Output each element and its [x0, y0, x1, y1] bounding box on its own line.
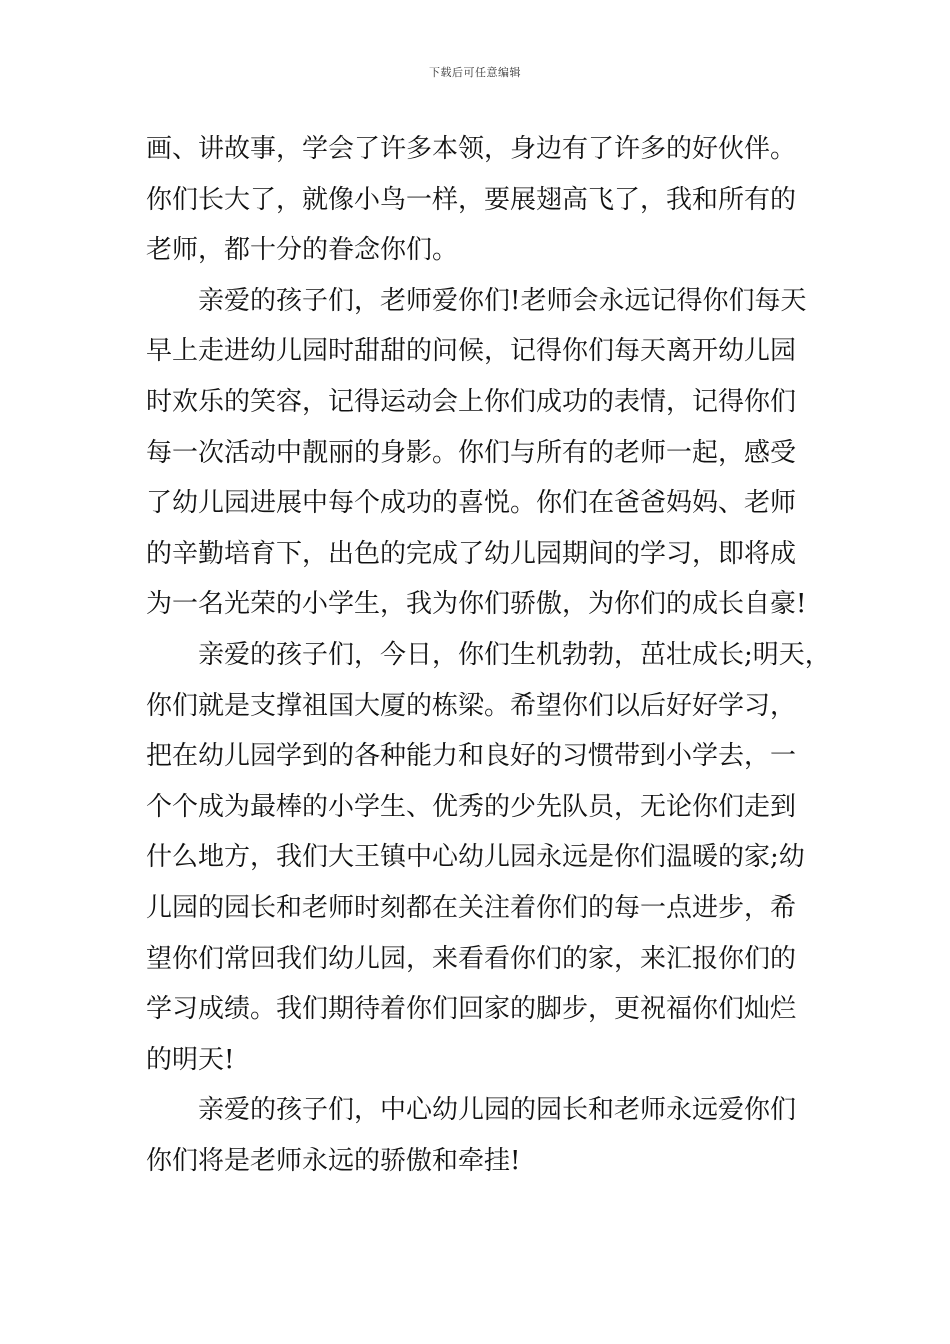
text-line: 早上走进幼儿园时甜甜的问候，记得你们每天离开幼儿园	[146, 336, 797, 367]
text-line: 个个成为最棒的小学生、优秀的少先队员，无论你们走到	[146, 791, 797, 822]
text-line: 每一次活动中靓丽的身影。你们与所有的老师一起，感受	[146, 437, 797, 468]
text-line: 亲爱的孩子们，老师爱你们!老师会永远记得你们每天	[198, 285, 807, 316]
text-line: 你们长大了，就像小鸟一样，要展翅高飞了，我和所有的	[146, 184, 797, 215]
text-line: 亲爱的孩子们，中心幼儿园的园长和老师永远爱你们	[198, 1095, 797, 1126]
document-body	[146, 124, 831, 1186]
text-line: 望你们常回我们幼儿园，来看看你们的家，来汇报你们的	[146, 943, 797, 974]
text-line: 把在幼儿园学到的各种能力和良好的习惯带到小学去，一	[146, 741, 797, 772]
text-line: 你们就是支撑祖国大厦的栋梁。希望你们以后好好学习，	[146, 690, 797, 721]
text-line: 你们将是老师永远的骄傲和牵挂!	[146, 1145, 521, 1176]
page-header: 下载后可任意编辑	[429, 66, 521, 79]
text-line: 学习成绩。我们期待着你们回家的脚步，更祝福你们灿烂	[146, 994, 797, 1025]
text-line: 画、讲故事，学会了许多本领，身边有了许多的好伙伴。	[146, 134, 797, 164]
text-line: 什么地方，我们大王镇中心幼儿园永远是你们温暖的家;幼	[146, 842, 805, 873]
text-line: 的明天!	[146, 1044, 235, 1075]
text-line: 时欢乐的笑容，记得运动会上你们成功的表情，记得你们	[146, 386, 797, 417]
text-line: 儿园的园长和老师时刻都在关注着你们的每一点进步，希	[146, 892, 797, 923]
text-line: 老师，都十分的眷念你们。	[146, 235, 459, 266]
text-line: 为一名光荣的小学生，我为你们骄傲，为你们的成长自豪!	[146, 589, 807, 620]
text-line: 亲爱的孩子们，今日，你们生机勃勃，茁壮成长;明天，	[198, 639, 831, 670]
text-line: 的辛勤培育下，出色的完成了幼儿园期间的学习，即将成	[146, 538, 797, 569]
text-line: 了幼儿园进展中每个成功的喜悦。你们在爸爸妈妈、老师	[146, 488, 797, 519]
